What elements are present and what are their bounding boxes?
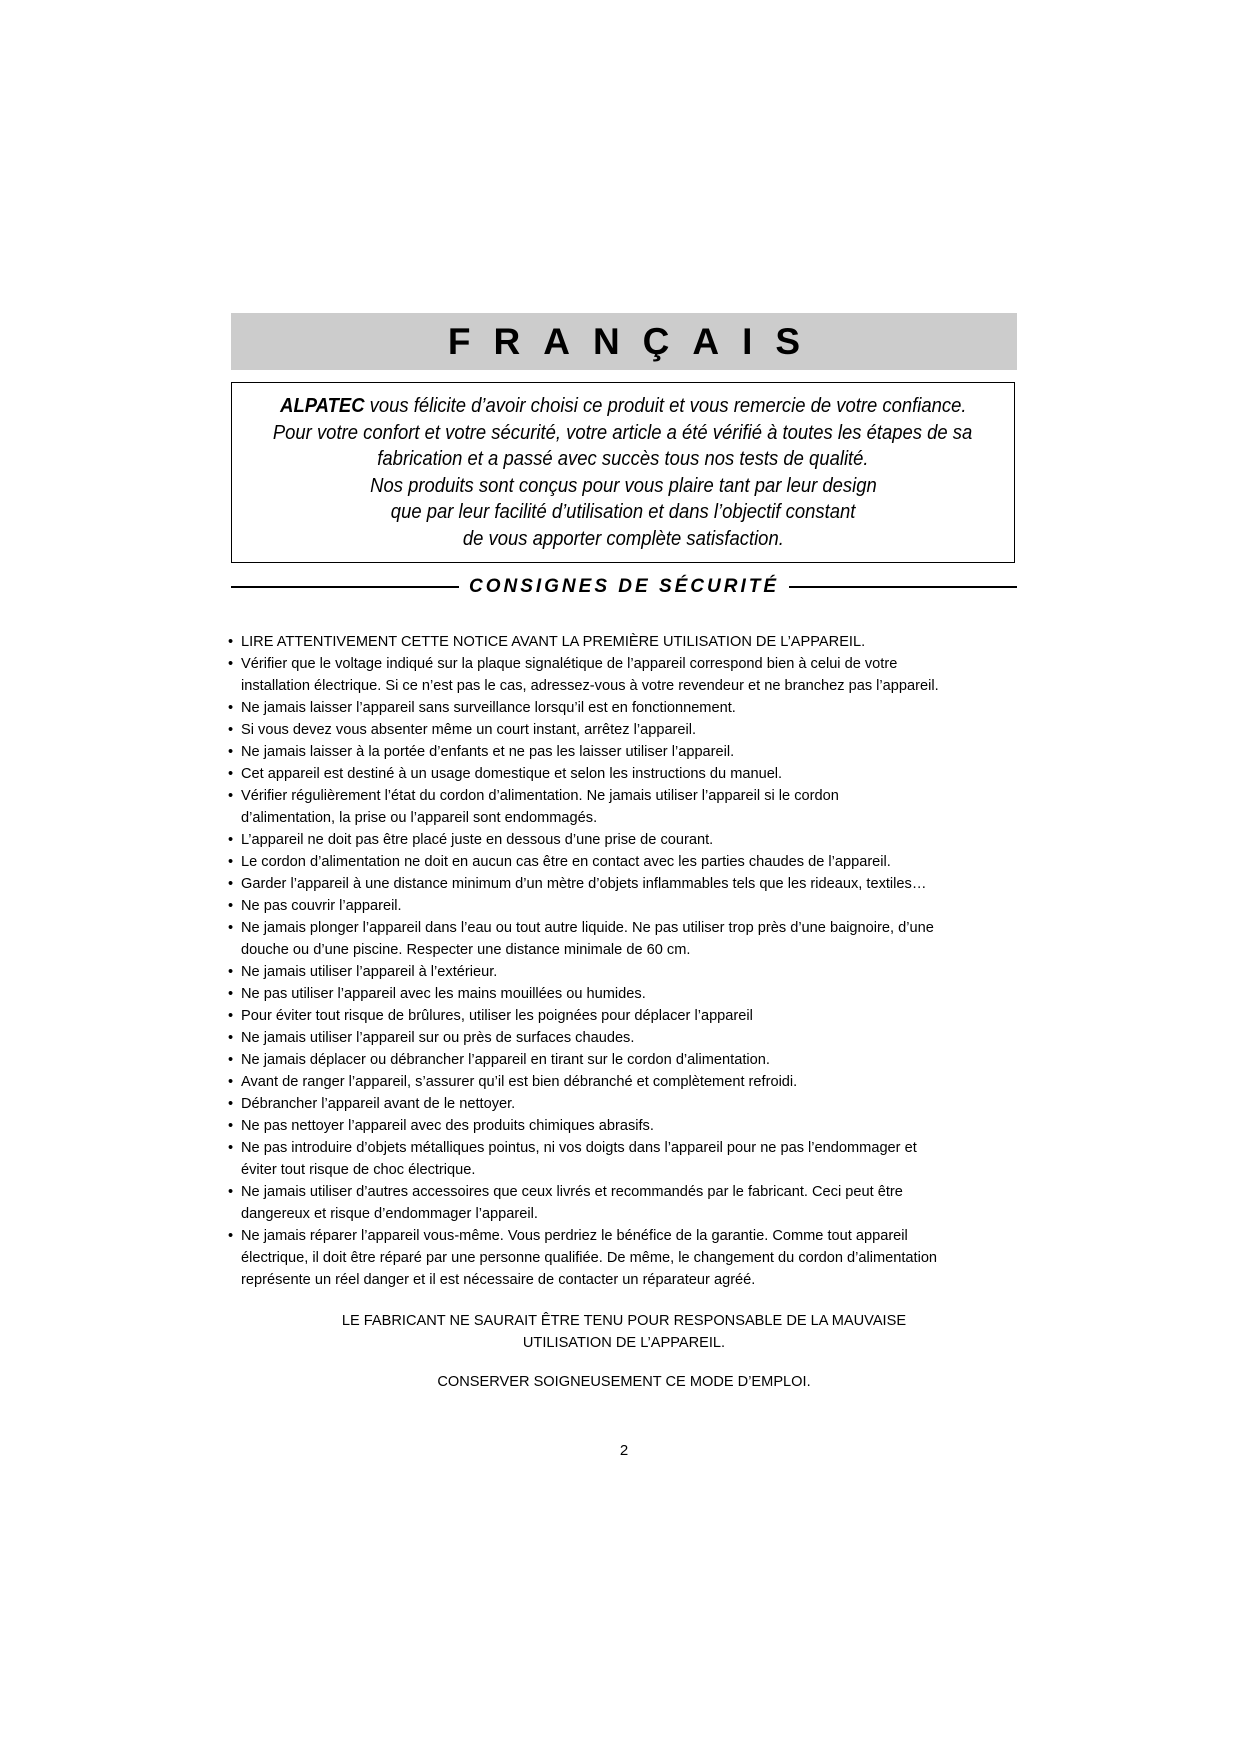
page-number: 2 [619,1442,629,1459]
bullet-icon: • [228,964,234,980]
safety-item-text: Ne jamais plonger l’appareil dans l’eau ou tout autre liquide. Ne pas utiliser trop près d’une baignoire, d’une douche ou d’une piscine. Respecter une distance minimale de 60 cm. [241,920,934,958]
bullet-icon: • [228,1008,234,1024]
safety-item [228,895,402,917]
intro-line [280,393,966,420]
disclaimer [231,1310,1017,1354]
brand-name: ALPATEC [279,394,365,417]
safety-item-text: Ne jamais utiliser l’appareil sur ou près de surfaces chaudes. [241,1030,635,1046]
disclaimer-line: LE FABRICANT NE SAURAIT ÊTRE TENU POUR RESPONSABLE DE LA MAUVAISE [341,1313,907,1329]
safety-instructions-list [228,631,1028,1291]
language-banner [231,313,1017,370]
bullet-icon: • [228,1140,234,1156]
intro-first-line-text: vous félicite d’avoir choisi ce produit et vous remercie de votre confiance. [364,394,967,417]
safety-item-text: Ne pas couvrir l’appareil. [241,898,402,914]
safety-item [228,785,839,829]
bullet-icon: • [228,1030,234,1046]
safety-item [228,873,926,895]
safety-item [228,983,646,1005]
bullet-icon: • [228,898,234,914]
safety-item [228,917,934,961]
safety-item-text: Garder l’appareil à une distance minimum d’un mètre d’objets inflammables tels que les rideaux, textiles… [241,876,927,892]
safety-item [228,1049,770,1071]
bullet-icon: • [228,722,234,738]
safety-item [228,1093,515,1115]
safety-item-text: Si vous devez vous absenter même un court instant, arrêtez l’appareil. [241,722,697,738]
bullet-icon: • [228,700,234,716]
safety-item [228,961,497,983]
bullet-icon: • [228,1118,234,1134]
bullet-icon: • [228,1074,234,1090]
bullet-icon: • [228,832,234,848]
safety-item-text: Cet appareil est destiné à un usage domestique et selon les instructions du manuel. [241,766,783,782]
divider-left [231,586,459,588]
safety-item [228,1071,797,1093]
bullet-icon: • [228,1052,234,1068]
safety-item [228,741,734,763]
safety-item-text: Avant de ranger l’appareil, s’assurer qu’il est bien débranché et complètement refroidi. [241,1074,798,1090]
safety-item-text: Ne pas introduire d’objets métalliques pointus, ni vos doigts dans l’appareil pour ne pas l’endommager et éviter tout risque de choc électrique. [241,1140,917,1178]
bullet-icon: • [228,788,234,804]
safety-item [228,1027,634,1049]
safety-item [228,1005,753,1027]
disclaimer-line: UTILISATION DE L’APPAREIL. [522,1335,726,1351]
bullet-icon: • [228,744,234,760]
safety-item-text: Débrancher l’appareil avant de le nettoyer. [241,1096,516,1112]
safety-item [228,719,696,741]
safety-item-text: Vérifier que le voltage indiqué sur la plaque signalétique de l’appareil correspond bien à celui de votre installation électrique. Si ce n’est pas le cas, adressez-vous à votre revendeur et ne branchez pas l’appareil. [241,656,939,694]
safety-item-text: LIRE ATTENTIVEMENT CETTE NOTICE AVANT LA PREMIÈRE UTILISATION DE L’APPAREIL. [241,634,866,650]
intro-line: que par leur facilité d’utilisation et dans l’objectif constant [390,500,856,523]
safety-item-text: Le cordon d’alimentation ne doit en aucun cas être en contact avec les parties chaudes de l’appareil. [241,854,891,870]
safety-item [228,851,891,873]
safety-item [228,1181,903,1225]
safety-item [228,653,939,697]
bullet-icon: • [228,876,234,892]
section-title: CONSIGNES DE SÉCURITÉ [468,576,780,597]
safety-item-text: Ne jamais réparer l’appareil vous-même. Vous perdriez le bénéfice de la garantie. Comme tout appareil électrique, il doit être réparé par une personne qualifiée. De même, le changement du cordon d’alimentation représente un réel danger et il est nécessaire de contacter un réparateur agréé. [241,1228,938,1288]
intro-line: Nos produits sont conçus pour vous plaire tant par leur design [369,473,877,497]
safety-item [228,631,865,653]
intro-line: de vous apporter complète satisfaction. [462,526,784,550]
keep-manual-notice: CONSERVER SOIGNEUSEMENT CE MODE D’EMPLOI. [437,1374,811,1390]
bullet-icon: • [228,920,234,936]
intro-line: Pour votre confort et votre sécurité, votre article a été vérifié à toutes les étapes de sa [273,420,973,444]
bullet-icon: • [228,854,234,870]
safety-item-text: Ne jamais utiliser d’autres accessoires que ceux livrés et recommandés par le fabricant. Ceci peut être dangereux et risque d’endommager l’appareil. [241,1184,903,1222]
safety-item-text: Vérifier régulièrement l’état du cordon d’alimentation. Ne jamais utiliser l’appareil si le cordon d’alimentation, la prise ou l’appareil sont endommagés. [241,788,839,826]
safety-item-text: Ne pas utiliser l’appareil avec les mains mouillées ou humides. [241,986,646,1002]
bullet-icon: • [228,1228,234,1244]
bullet-icon: • [228,1184,234,1200]
bullet-icon: • [228,634,234,650]
safety-item-text: Ne pas nettoyer l’appareil avec des produits chimiques abrasifs. [241,1118,654,1134]
safety-item-text: Ne jamais déplacer ou débrancher l’appareil en tirant sur le cordon d’alimentation. [241,1052,770,1068]
language-title: FRANÇAIS [447,320,824,362]
intro-line: fabrication et a passé avec succès tous nos tests de qualité. [377,447,869,470]
bullet-icon: • [228,1096,234,1112]
safety-item-text: Pour éviter tout risque de brûlures, utiliser les poignées pour déplacer l’appareil [241,1008,753,1024]
safety-section-header [231,572,1017,602]
safety-item [228,829,713,851]
safety-item-text: L’appareil ne doit pas être placé juste en dessous d’une prise de courant. [241,832,714,848]
safety-item [228,1137,917,1181]
intro-box [231,382,1015,563]
safety-item [228,763,782,785]
safety-item [228,1115,654,1137]
divider-right [789,586,1017,588]
safety-item-text: Ne jamais laisser l’appareil sans surveillance lorsqu’il est en fonctionnement. [241,700,736,716]
bullet-icon: • [228,656,234,672]
safety-item [228,1225,937,1291]
bullet-icon: • [228,766,234,782]
safety-item-text: Ne jamais laisser à la portée d’enfants et ne pas les laisser utiliser l’appareil. [241,744,735,760]
safety-item [228,697,736,719]
safety-item-text: Ne jamais utiliser l’appareil à l’extérieur. [241,964,498,980]
bullet-icon: • [228,986,234,1002]
